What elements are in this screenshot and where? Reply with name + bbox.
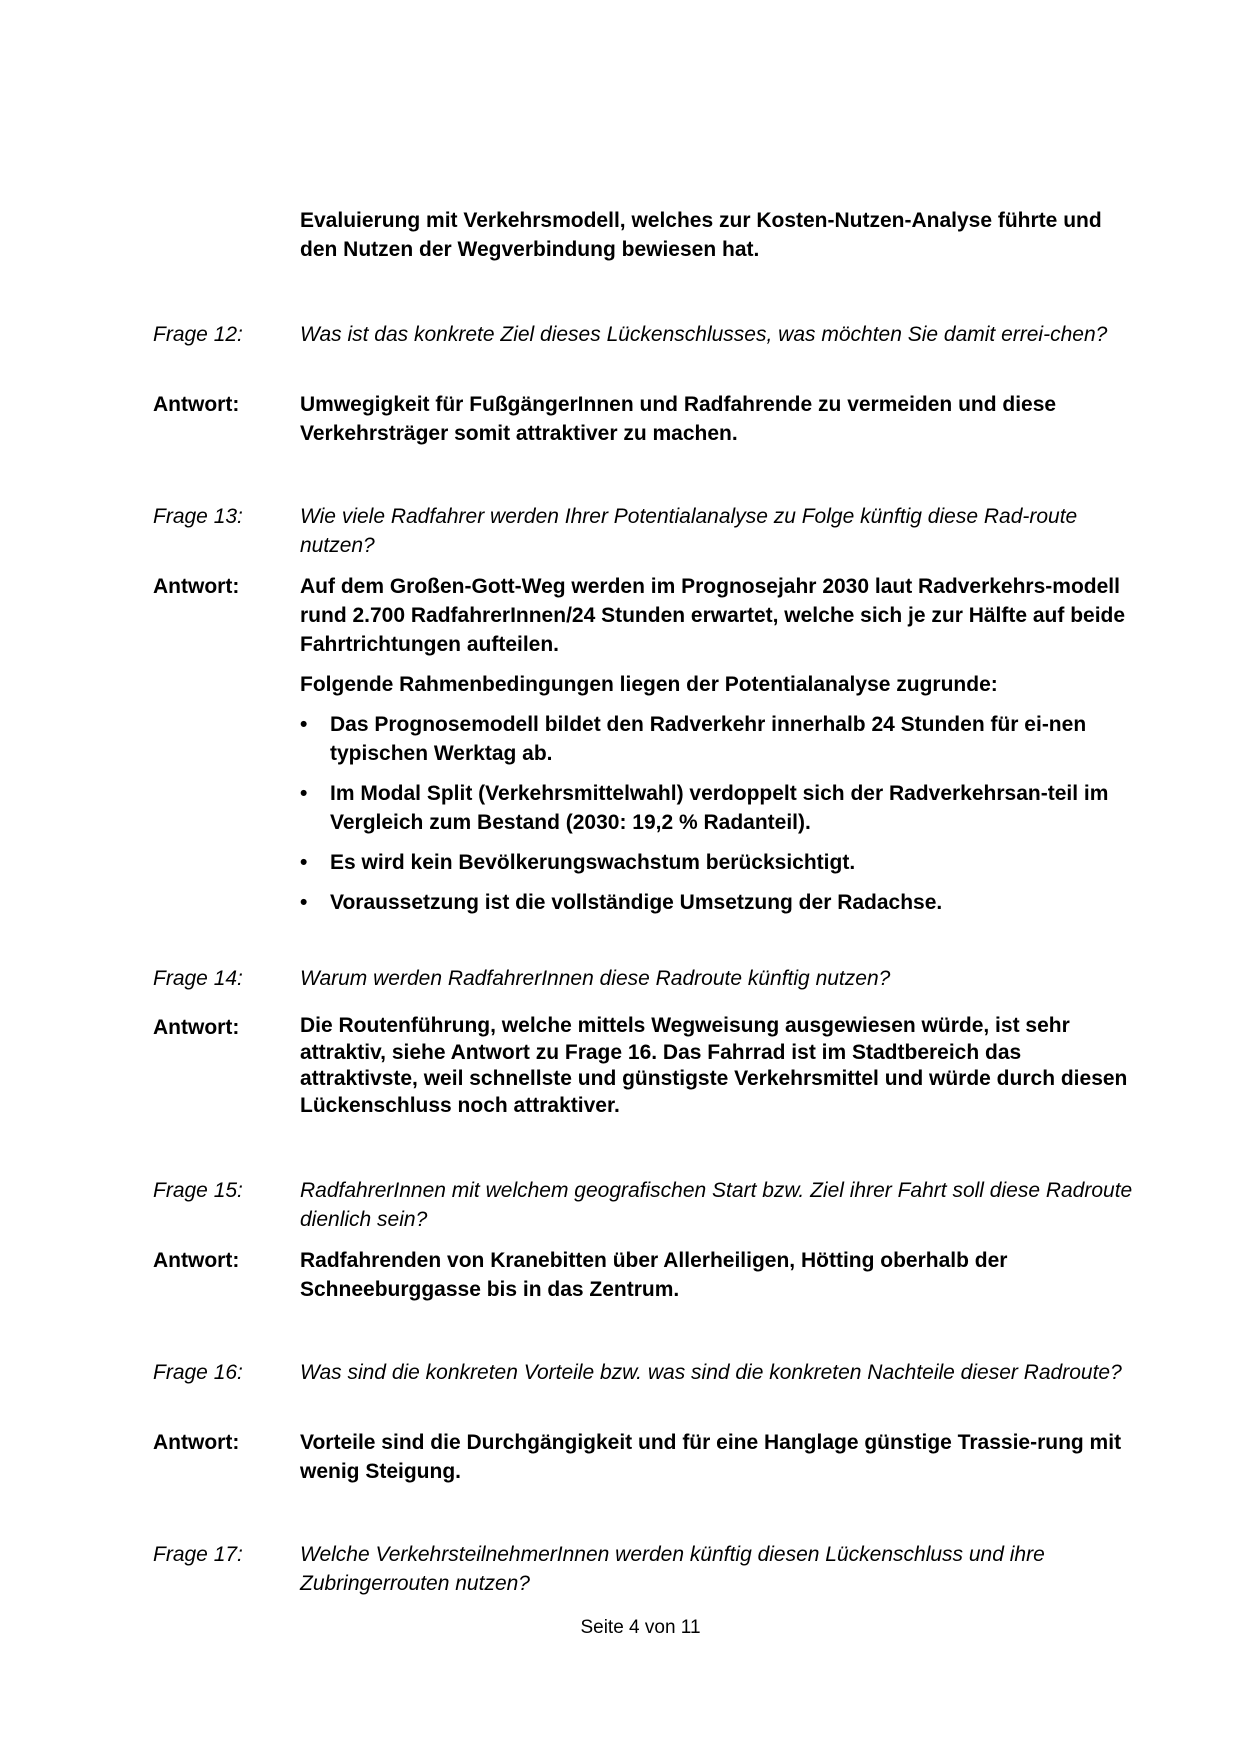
page-footer <box>0 1615 1241 1641</box>
list-item: • Das Prognosemodell bildet den Radverkehr innerhalb 24 Stunden für ei-nen typischen Werktag ab. <box>300 710 1133 768</box>
answer-13-text: Auf dem Großen-Gott-Weg werden im Prognosejahr 2030 laut Radverkehrs-modell rund 2.700 RadfahrerInnen/24 Stunden erwartet, welche sich je zur Hälfte auf beide Fahrtrichtungen aufteilen. <box>300 575 1126 656</box>
question-17-block <box>153 1540 1133 1598</box>
question-13-block <box>153 502 1133 560</box>
question-16-label: Frage 16: <box>153 1361 243 1384</box>
question-15-block <box>153 1176 1133 1234</box>
question-14-label: Frage 14: <box>153 967 243 990</box>
answer-15-text: Radfahrenden von Kranebitten über Allerheiligen, Hötting oberhalb der Schneeburggasse bis in das Zentrum. <box>300 1249 1008 1301</box>
answer-13-label: Antwort: <box>153 575 240 598</box>
question-12-text: Was ist das konkrete Ziel dieses Lückenschlusses, was möchten Sie damit errei-chen? <box>300 323 1108 346</box>
intro-text: Evaluierung mit Verkehrsmodell, welches zur Kosten-Nutzen-Analyse führte und den Nutzen der Wegverbindung bewiesen hat. <box>300 209 1102 261</box>
answer-14-text: Die Routenführung, welche mittels Wegweisung ausgewiesen würde, ist sehr attraktiv, siehe Antwort zu Frage 16. Das Fahrrad ist im Stadtbereich das attraktivste, weil schnellste und günstigste Verkehrsmittel und würde durch diesen Lückenschluss noch attraktiver. <box>300 1014 1128 1117</box>
question-12-label: Frage 12: <box>153 323 243 346</box>
question-16-text: Was sind die konkreten Vorteile bzw. was sind die konkreten Nachteile dieser Radroute? <box>300 1361 1122 1384</box>
answer-16-block <box>153 1428 1133 1486</box>
answer-13-bullet-list <box>300 710 1133 917</box>
question-14-text: Warum werden RadfahrerInnen diese Radroute künftig nutzen? <box>300 967 891 990</box>
answer-13-block <box>153 572 1133 917</box>
question-14-block <box>153 964 1133 993</box>
question-16-block <box>153 1358 1133 1387</box>
answer-12-text: Umwegigkeit für FußgängerInnen und Radfahrende zu vermeiden und diese Verkehrsträger somit attraktiver zu machen. <box>300 393 1057 445</box>
question-12-block <box>153 320 1133 349</box>
answer-14-label: Antwort: <box>153 1016 240 1039</box>
question-15-label: Frage 15: <box>153 1179 243 1202</box>
intro-block <box>153 206 1133 264</box>
bullet-dot-icon: • <box>300 782 308 805</box>
question-13-label: Frage 13: <box>153 505 243 528</box>
list-item: • Es wird kein Bevölkerungswachstum berücksichtigt. <box>300 848 1133 877</box>
answer-14-block <box>153 1013 1133 1119</box>
answer-15-label: Antwort: <box>153 1249 240 1272</box>
question-15-text: RadfahrerInnen mit welchem geografischen Start bzw. Ziel ihrer Fahrt soll diese Radroute dienlich sein? <box>300 1179 1133 1231</box>
question-13-text: Wie viele Radfahrer werden Ihrer Potentialanalyse zu Folge künftig diese Rad-route nutzen? <box>300 505 1078 557</box>
list-item: • Im Modal Split (Verkehrsmittelwahl) verdoppelt sich der Radverkehrsan-teil im Vergleich zum Bestand (2030: 19,2 % Radanteil). <box>300 779 1133 837</box>
bullet-dot-icon: • <box>300 891 308 914</box>
bullet-dot-icon: • <box>300 713 308 736</box>
bullet-dot-icon: • <box>300 851 308 874</box>
answer-12-block <box>153 390 1133 448</box>
question-17-label: Frage 17: <box>153 1543 243 1566</box>
answer-16-label: Antwort: <box>153 1431 240 1454</box>
list-item: • Voraussetzung ist die vollständige Umsetzung der Radachse. <box>300 888 1133 917</box>
answer-13-intro: Folgende Rahmenbedingungen liegen der Potentialanalyse zugrunde: <box>300 673 998 696</box>
page-number: Seite 4 von 11 <box>580 1617 701 1638</box>
answer-12-label: Antwort: <box>153 393 240 416</box>
question-17-text: Welche VerkehrsteilnehmerInnen werden künftig diesen Lückenschluss und ihre Zubringerrouten nutzen? <box>300 1543 1045 1595</box>
answer-15-block <box>153 1246 1133 1304</box>
answer-16-text: Vorteile sind die Durchgängigkeit und für eine Hanglage günstige Trassie-rung mit wenig Steigung. <box>300 1431 1122 1483</box>
